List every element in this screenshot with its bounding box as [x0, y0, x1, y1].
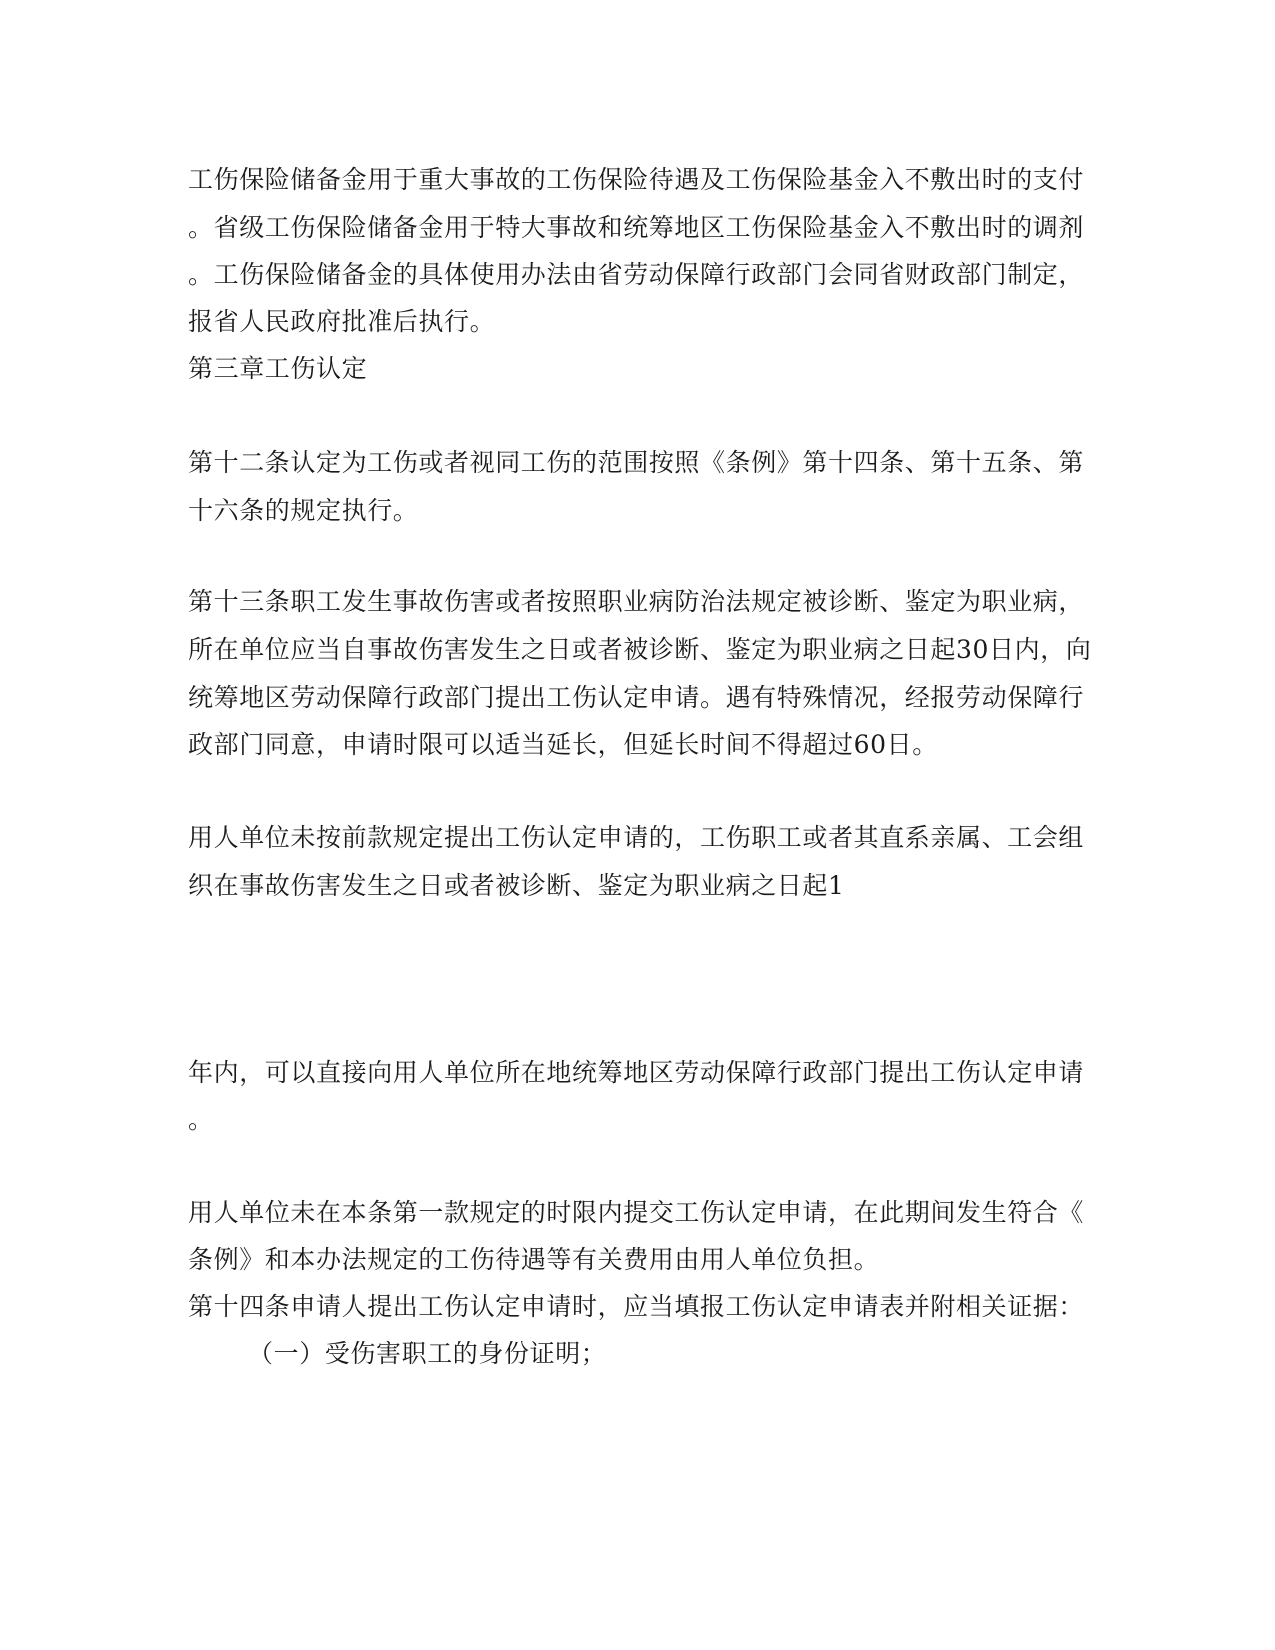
- line-17: 条例》和本办法规定的工伤待遇等有关费用由用人单位负担。: [188, 1245, 880, 1274]
- line-2: 。省级工伤保险储备金用于特大事故和统筹地区工伤保险基金入不敷出时的调剂: [188, 213, 1085, 242]
- line-14: 年内，可以直接向用人单位所在地统筹地区劳动保障行政部门提出工伤认定申请: [188, 1058, 1085, 1087]
- line-11: 政部门同意，申请时限可以适当延长，但延长时间不得超过60日。: [188, 730, 938, 759]
- line-10: 统筹地区劳动保障行政部门提出工伤认定申请。遇有特殊情况，经报劳动保障行: [188, 683, 1085, 712]
- line-8: 第十三条职工发生事故伤害或者按照职业病防治法规定被诊断、鉴定为职业病，: [188, 587, 1085, 616]
- line-9: 所在单位应当自事故伤害发生之日或者被诊断、鉴定为职业病之日起30日内，向: [188, 635, 1092, 664]
- line-13: 织在事故伤害发生之日或者被诊断、鉴定为职业病之日起1: [188, 871, 845, 900]
- chapter-heading: 第三章工伤认定: [188, 354, 368, 383]
- list-item-1: （一）受伤害职工的身份证明；: [248, 1339, 607, 1368]
- line-4: 报省人民政府批准后执行。: [188, 307, 496, 336]
- line-6: 第十二条认定为工伤或者视同工伤的范围按照《条例》第十四条、第十五条、第: [188, 448, 1085, 477]
- line-12: 用人单位未按前款规定提出工伤认定申请的，工伤职工或者其直系亲属、工会组: [188, 823, 1085, 852]
- line-18: 第十四条申请人提出工伤认定申请时，应当填报工伤认定申请表并附相关证据：: [188, 1292, 1085, 1321]
- line-3: 。工伤保险储备金的具体使用办法由省劳动保障行政部门会同省财政部门制定，: [188, 260, 1085, 289]
- line-1: 工伤保险储备金用于重大事故的工伤保险待遇及工伤保险基金入不敷出时的支付: [188, 165, 1085, 194]
- line-7: 十六条的规定执行。: [188, 496, 419, 525]
- line-16: 用人单位未在本条第一款规定的时限内提交工伤认定申请，在此期间发生符合《: [188, 1198, 1085, 1227]
- line-15: 。: [188, 1105, 214, 1134]
